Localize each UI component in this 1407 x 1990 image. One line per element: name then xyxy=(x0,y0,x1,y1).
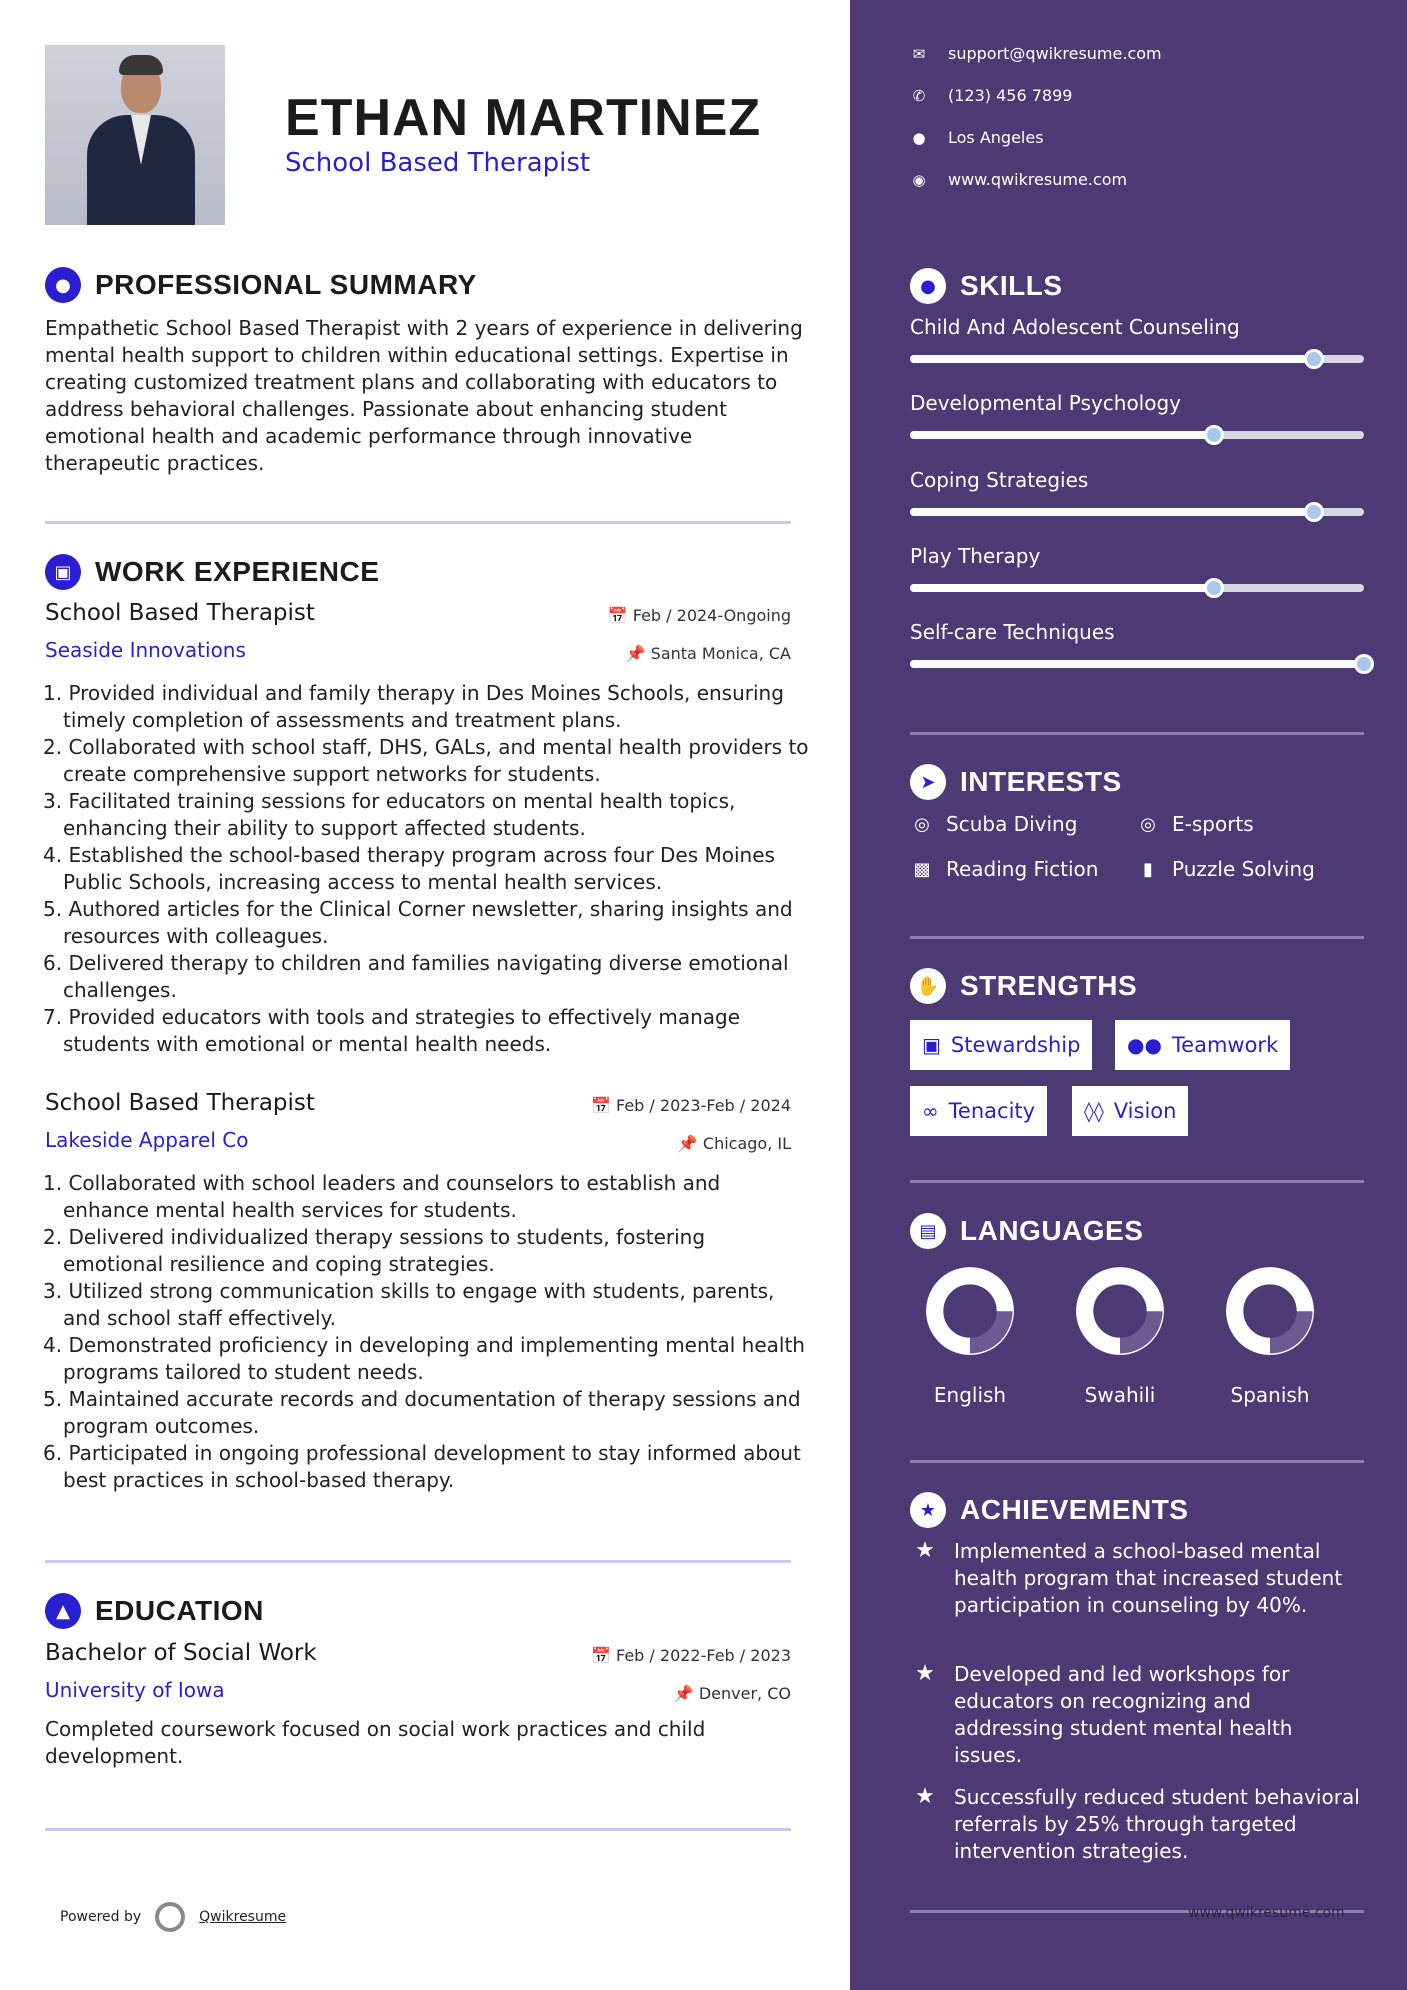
summary-heading: ● PROFESSIONAL SUMMARY xyxy=(45,267,477,303)
skill-bar xyxy=(910,584,1364,592)
job-role: School Based Therapist xyxy=(45,600,315,626)
envelope-icon: ✉ xyxy=(912,44,926,63)
skill-level-knob xyxy=(1204,578,1224,598)
graduate-icon: ▲ xyxy=(45,1593,81,1629)
paper-plane-icon: ➤ xyxy=(910,764,946,800)
language-label: Swahili xyxy=(1084,1383,1156,1407)
strength-badge: ●● Teamwork xyxy=(1115,1020,1290,1070)
education-text: Completed coursework focused on social work practices and child development. xyxy=(45,1717,706,1768)
degree: Bachelor of Social Work xyxy=(45,1640,317,1666)
pin-icon: 📌 xyxy=(677,1134,703,1153)
list-item: 6. Delivered therapy to children and families navigating diverse emotional challenges. xyxy=(43,951,789,1002)
summary-text: Empathetic School Based Therapist with 2 years of experience in delivering mental health support to children within educational settings. Expertise in creating customized treatment plans and collaborating with educators to address behavioral challenges. Passionate about enhancing student emotional health and academic performance through innovative therapeutic practices. xyxy=(45,316,803,475)
calendar-icon: 📅 xyxy=(590,1096,616,1115)
section-divider xyxy=(45,1828,791,1831)
star-badge-icon: ★ xyxy=(910,1492,946,1528)
user-icon: ● xyxy=(45,267,81,303)
pin-icon: 📌 xyxy=(625,644,651,663)
section-divider xyxy=(910,936,1364,939)
skill-level-knob xyxy=(1304,502,1324,522)
skill-item xyxy=(910,315,1364,339)
calendar-icon: 📅 xyxy=(607,606,633,625)
interest-item: ◎ Scuba Diving xyxy=(910,812,1077,836)
language-level-ring xyxy=(924,1265,1016,1357)
phone-icon: ✆ xyxy=(912,86,926,105)
job-date: 📅 Feb / 2024-Ongoing xyxy=(607,606,791,625)
skill-item xyxy=(910,544,1364,568)
profile-photo xyxy=(45,45,225,225)
list-item: 1. Provided individual and family therapy in Des Moines Schools, ensuring timely completion of assessments and treatment plans. xyxy=(43,681,784,732)
interest-item: ▩ Reading Fiction xyxy=(910,857,1098,881)
list-item: 5. Authored articles for the Clinical Corner newsletter, sharing insights and resources with colleagues. xyxy=(43,897,793,948)
list-item: 3. Facilitated training sessions for educators on mental health topics, enhancing their ability to support affected students. xyxy=(43,789,736,840)
skill-label: Developmental Psychology xyxy=(910,391,1182,415)
language-item xyxy=(915,1265,1025,1407)
language-label: English xyxy=(933,1383,1007,1407)
list-item: 2. Delivered individualized therapy sessions to students, fostering emotional resilience and coping strategies. xyxy=(43,1225,706,1276)
strength-badge: ▣ Stewardship xyxy=(910,1020,1092,1070)
binoculars-icon: ◊◊ xyxy=(1084,1099,1104,1123)
section-divider xyxy=(45,521,791,524)
language-item xyxy=(1215,1265,1325,1407)
list-item: 4. Demonstrated proficiency in developing and implementing mental health programs tailored to student needs. xyxy=(43,1333,805,1384)
skill-level-knob xyxy=(1354,654,1374,674)
life-ring-icon: ◎ xyxy=(1140,813,1156,835)
section-divider xyxy=(45,1560,791,1563)
achievement-item: ★ Developed and led workshops for educators on recognizing and addressing student mental health issues. xyxy=(910,1661,1364,1769)
skill-bar xyxy=(910,660,1364,668)
achievement-item: ★ Successfully reduced student behavioral referrals by 25% through targeted intervention strategies. xyxy=(910,1784,1364,1865)
skill-label: Coping Strategies xyxy=(910,468,1089,492)
contact-location: ● Los Angeles xyxy=(910,128,1044,147)
list-item: 1. Collaborated with school leaders and counselors to establish and enhance mental health services for students. xyxy=(43,1171,721,1222)
interest-item: ▮ Puzzle Solving xyxy=(1136,857,1315,881)
section-divider xyxy=(910,1180,1364,1183)
education-date: 📅 Feb / 2022-Feb / 2023 xyxy=(590,1646,791,1665)
skill-label: Self-care Techniques xyxy=(910,620,1115,644)
sidebar xyxy=(850,0,1407,1990)
star-icon: ★ xyxy=(915,1538,935,1563)
list-item: 2. Collaborated with school staff, DHS, GALs, and mental health providers to create comprehensive support networks for students. xyxy=(43,735,809,786)
lightbulb-icon: ● xyxy=(910,268,946,304)
section-divider xyxy=(910,1460,1364,1463)
language-level-ring xyxy=(1074,1265,1166,1357)
gamepad-icon: ▩ xyxy=(913,858,931,880)
strength-badge: ◊◊ Vision xyxy=(1072,1086,1188,1136)
experience-heading: ▣ WORK EXPERIENCE xyxy=(45,554,379,590)
list-item: 5. Maintained accurate records and documentation of therapy sessions and program outcomes. xyxy=(43,1387,801,1438)
list-item: 4. Established the school-based therapy program across four Des Moines Public Schools, increasing access to mental health services. xyxy=(43,843,775,894)
candidate-name: ETHAN MARTINEZ xyxy=(285,89,762,147)
globe-icon: ◉ xyxy=(912,170,926,189)
job-location: 📌 Chicago, IL xyxy=(677,1134,791,1153)
skill-bar xyxy=(910,508,1364,516)
list-item: 7. Provided educators with tools and strategies to effectively manage students with emotional or mental health needs. xyxy=(43,1005,741,1056)
skill-item xyxy=(910,391,1364,415)
users-icon: ●● xyxy=(1127,1033,1162,1057)
candidate-title: School Based Therapist xyxy=(285,148,591,178)
footer-website: www.qwikresume.com xyxy=(1188,1905,1345,1921)
skill-item xyxy=(910,620,1364,644)
briefcase-icon: ▣ xyxy=(922,1033,941,1057)
fist-icon: ✋ xyxy=(910,968,946,1004)
language-level-ring xyxy=(1224,1265,1316,1357)
achievement-item: ★ Implemented a school-based mental health program that increased student participation in counseling by 40%. xyxy=(910,1538,1364,1619)
job-company: Lakeside Apparel Co xyxy=(45,1128,249,1152)
interest-item: ◎ E-sports xyxy=(1136,812,1254,836)
contact-email[interactable]: ✉ support@qwikresume.com xyxy=(910,44,1162,63)
footer xyxy=(60,1902,286,1932)
job-date: 📅 Feb / 2023-Feb / 2024 xyxy=(590,1096,791,1115)
school-name: University of Iowa xyxy=(45,1678,225,1702)
strengths-heading: ✋ STRENGTHS xyxy=(910,968,1137,1004)
skill-level-knob xyxy=(1304,349,1324,369)
pin-icon: 📌 xyxy=(673,1684,699,1703)
skill-label: Play Therapy xyxy=(910,544,1041,568)
strength-badge: ∞ Tenacity xyxy=(910,1086,1047,1136)
language-item xyxy=(1065,1265,1175,1407)
link-icon: ∞ xyxy=(922,1099,939,1123)
job-role: School Based Therapist xyxy=(45,1090,315,1116)
languages-heading: ▤ LANGUAGES xyxy=(910,1213,1143,1249)
book-icon: ▮ xyxy=(1143,858,1153,880)
skills-heading: ● SKILLS xyxy=(910,268,1063,304)
powered-by-label: Powered by xyxy=(60,1909,142,1925)
skill-bar xyxy=(910,431,1364,439)
language-icon: ▤ xyxy=(910,1213,946,1249)
interests-heading: ➤ INTERESTS xyxy=(910,764,1122,800)
qwikresume-link[interactable]: Qwikresume xyxy=(199,1909,287,1925)
education-heading: ▲ EDUCATION xyxy=(45,1593,264,1629)
star-icon: ★ xyxy=(915,1661,935,1686)
contact-website[interactable]: ◉ www.qwikresume.com xyxy=(910,170,1127,189)
job-location: 📌 Santa Monica, CA xyxy=(625,644,791,663)
office-chair-icon: ▣ xyxy=(45,554,81,590)
map-marker-icon: ● xyxy=(912,128,926,147)
list-item: 6. Participated in ongoing professional development to stay informed about best practices in school-based therapy. xyxy=(43,1441,801,1492)
skill-item xyxy=(910,468,1364,492)
list-item: 3. Utilized strong communication skills to engage with students, parents, and school staff effectively. xyxy=(43,1279,775,1330)
skill-label: Child And Adolescent Counseling xyxy=(910,315,1240,339)
job-bullets xyxy=(39,680,809,1058)
section-divider xyxy=(910,732,1364,735)
qwikresume-logo-icon xyxy=(155,1902,185,1932)
life-ring-icon: ◎ xyxy=(914,813,930,835)
skill-level-knob xyxy=(1204,425,1224,445)
job-bullets xyxy=(39,1170,809,1494)
star-icon: ★ xyxy=(915,1784,935,1809)
contact-phone[interactable]: ✆ (123) 456 7899 xyxy=(910,86,1072,105)
achievements-heading: ★ ACHIEVEMENTS xyxy=(910,1492,1188,1528)
education-location: 📌 Denver, CO xyxy=(673,1684,791,1703)
calendar-icon: 📅 xyxy=(590,1646,616,1665)
skill-bar xyxy=(910,355,1364,363)
job-company: Seaside Innovations xyxy=(45,638,246,662)
language-label: Spanish xyxy=(1230,1383,1310,1407)
